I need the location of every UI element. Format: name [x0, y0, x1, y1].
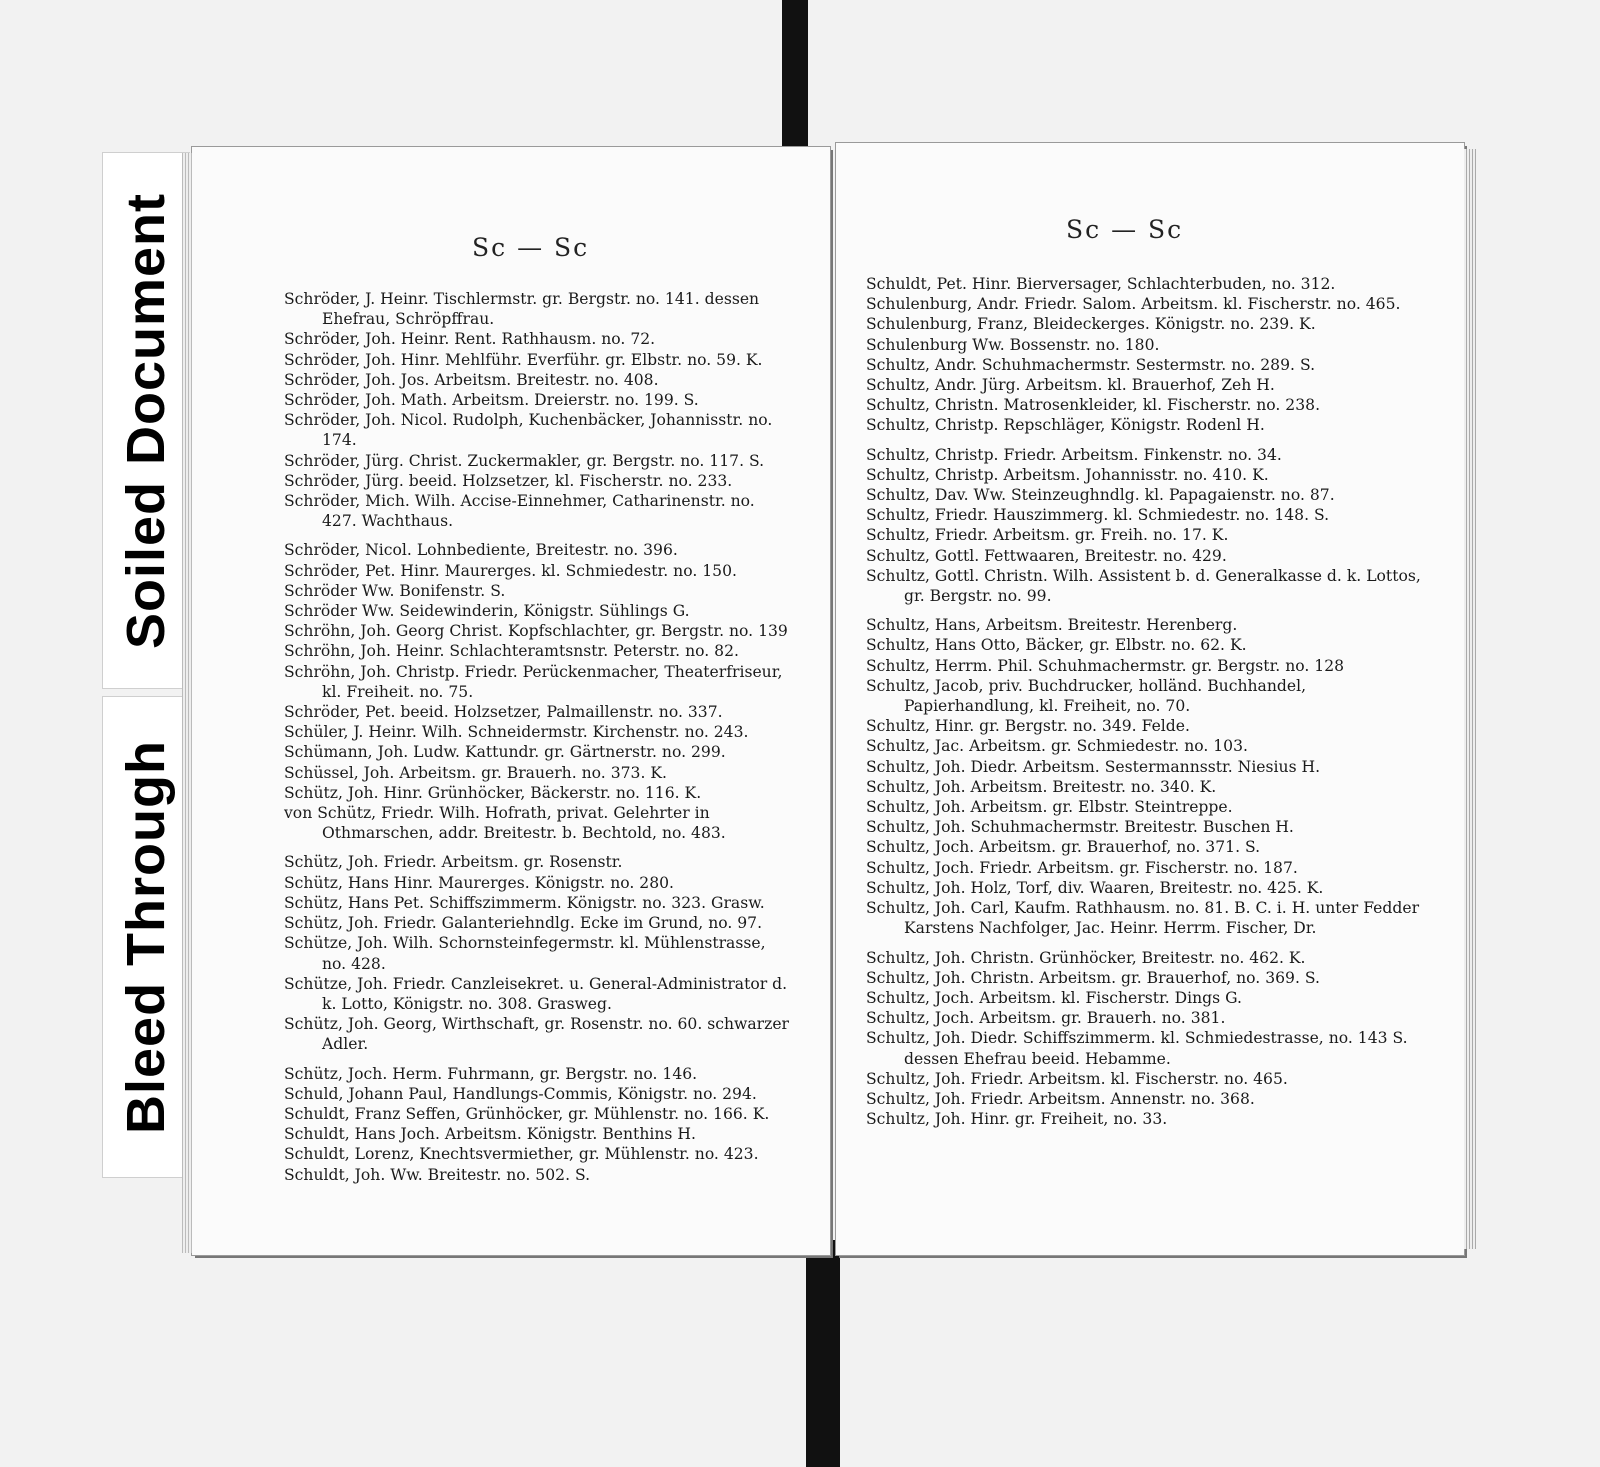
directory-entry: Schuldt, Franz Seffen, Grünhöcker, gr. Mühlenstr. no. 166. K.: [284, 1104, 770, 1123]
directory-entry: Schuldt, Hans Joch. Arbeitsm. Königstr. Benthins H.: [284, 1125, 696, 1144]
directory-entry: Schultz, Joh. Friedr. Arbeitsm. Annenstr. no. 368.: [866, 1089, 1255, 1108]
directory-entry: Schultz, Joh. Christn. Grünhöcker, Breitestr. no. 462. K.: [866, 948, 1306, 967]
directory-entry: Schultz, Friedr. Hauszimmerg. kl. Schmiedestr. no. 148. S.: [866, 506, 1330, 525]
directory-entry: Schultz, Joh. Arbeitsm. gr. Elbstr. Steintreppe.: [866, 798, 1233, 817]
directory-entry: Schröder Ww. Seidewinderin, Königstr. Sühlings G.: [284, 602, 690, 621]
directory-entry: Schütze, Joh. Friedr. Canzleisekret. u. General-Administrator d. k. Lotto, Königstr. no. 308. Grasweg.: [284, 974, 788, 1013]
spine-shadow-bottom: [806, 1240, 840, 1467]
directory-entry: Schröhn, Joh. Georg Christ. Kopfschlachter, gr. Bergstr. no. 139: [284, 622, 788, 641]
directory-entry: Schröder, Joh. Nicol. Rudolph, Kuchenbäcker, Johannisstr. no. 174.: [284, 411, 773, 450]
directory-entry: Schröder, Mich. Wilh. Accise-Einnehmer, Catharinenstr. no. 427. Wachthaus.: [284, 492, 755, 531]
directory-entry: Schümann, Joh. Ludw. Kattundr. gr. Gärtnerstr. no. 299.: [284, 743, 726, 762]
directory-entry: Schuld, Johann Paul, Handlungs-Commis, Königstr. no. 294.: [284, 1084, 757, 1103]
directory-entry: Schultz, Hans Otto, Bäcker, gr. Elbstr. no. 62. K.: [866, 636, 1247, 655]
directory-entry: Schröhn, Joh. Christp. Friedr. Perückenmacher, Theaterfriseur, kl. Freiheit. no. 75.: [284, 662, 783, 701]
bleed-through-label: [102, 696, 190, 1178]
left-page-edge: [182, 153, 192, 1253]
left-page: [192, 147, 830, 1255]
directory-entry: Schütze, Joh. Wilh. Schornsteinfegermstr. kl. Mühlenstrasse, no. 428.: [284, 934, 766, 973]
directory-entry: Schultz, Jac. Arbeitsm. gr. Schmiedestr. no. 103.: [866, 737, 1248, 756]
directory-entry: Schüssel, Joh. Arbeitsm. gr. Brauerh. no. 373. K.: [284, 763, 667, 782]
directory-entry: Schultz, Joh. Diedr. Schiffszimmerm. kl. Schmiedestrasse, no. 143 S. dessen Ehefrau beeid. Hebamme.: [866, 1029, 1408, 1068]
directory-entry: Schütz, Joh. Hinr. Grünhöcker, Bäckerstr. no. 116. K.: [284, 783, 702, 802]
directory-entry: Schultz, Christp. Friedr. Arbeitsm. Finkenstr. no. 34.: [866, 445, 1282, 464]
directory-entry: Schultz, Hans, Arbeitsm. Breitestr. Herenberg.: [866, 616, 1238, 635]
directory-entry: Schultz, Joh. Friedr. Arbeitsm. kl. Fischerstr. no. 465.: [866, 1069, 1288, 1088]
directory-entry: Schultz, Joh. Hinr. gr. Freiheit, no. 33.: [866, 1110, 1168, 1129]
directory-entry: Schultz, Christn. Matrosenkleider, kl. Fischerstr. no. 238.: [866, 396, 1321, 415]
directory-entry: Schultz, Andr. Schuhmachermstr. Sestermstr. no. 289. S.: [866, 355, 1316, 374]
directory-entry: Schultz, Joh. Schuhmachermstr. Breitestr. Buschen H.: [866, 818, 1294, 837]
directory-entry: Schütz, Hans Hinr. Maurerges. Königstr. no. 280.: [284, 873, 674, 892]
soiled-document-label: [102, 152, 190, 689]
directory-entry: Schütz, Joh. Georg, Wirthschaft, gr. Rosenstr. no. 60. schwarzer Adler.: [284, 1015, 790, 1054]
directory-entry: Schultz, Joh. Arbeitsm. Breitestr. no. 340. K.: [866, 777, 1217, 796]
left-page-entries: [284, 289, 792, 1185]
directory-entry: von Schütz, Friedr. Wilh. Hofrath, privat. Gelehrter in Othmarschen, addr. Breitestr. b. Bechtold, no. 483.: [284, 804, 726, 843]
directory-entry: Schüler, J. Heinr. Wilh. Schneidermstr. Kirchenstr. no. 243.: [284, 723, 749, 742]
directory-entry: Schultz, Joch. Friedr. Arbeitsm. gr. Fischerstr. no. 187.: [866, 858, 1298, 877]
directory-entry: Schultz, Friedr. Arbeitsm. gr. Freih. no. 17. K.: [866, 526, 1229, 545]
directory-entry: Schulenburg Ww. Bossenstr. no. 180.: [866, 335, 1160, 354]
right-page-header: Sc — Sc: [1066, 215, 1184, 244]
directory-entry: Schütz, Joh. Friedr. Galanteriehndlg. Ecke im Grund, no. 97.: [284, 914, 763, 933]
directory-entry: Schultz, Hinr. gr. Bergstr. no. 349. Felde.: [866, 717, 1190, 736]
directory-entry: Schröder, Nicol. Lohnbediente, Breitestr. no. 396.: [284, 541, 678, 560]
directory-entry: Schultz, Christp. Arbeitsm. Johannisstr. no. 410. K.: [866, 465, 1269, 484]
directory-entry: Schuldt, Pet. Hinr. Bierversager, Schlachterbuden, no. 312.: [866, 275, 1336, 293]
directory-entry: Schröder, Pet. Hinr. Maurerges. kl. Schmiedestr. no. 150.: [284, 561, 737, 580]
left-page-header: Sc — Sc: [472, 233, 590, 262]
directory-entry: Schröder, Jürg. Christ. Zuckermakler, gr. Bergstr. no. 117. S.: [284, 451, 765, 470]
directory-entry: Schuldt, Joh. Ww. Breitestr. no. 502. S.: [284, 1165, 591, 1184]
directory-entry: Schröder, Joh. Hinr. Mehlführ. Everführ. gr. Elbstr. no. 59. K.: [284, 350, 763, 369]
directory-entry: Schröder, Joh. Jos. Arbeitsm. Breitestr. no. 408.: [284, 370, 659, 389]
right-page: [836, 143, 1464, 1255]
directory-entry: Schröhn, Joh. Heinr. Schlachteramtsnstr. Peterstr. no. 82.: [284, 642, 739, 661]
directory-entry: Schultz, Dav. Ww. Steinzeughndlg. kl. Papagaienstr. no. 87.: [866, 486, 1335, 505]
directory-entry: Schütz, Joh. Friedr. Arbeitsm. gr. Rosenstr.: [284, 853, 623, 872]
directory-entry: Schultz, Joh. Diedr. Arbeitsm. Sestermannsstr. Niesius H.: [866, 757, 1321, 776]
directory-entry: Schröder, J. Heinr. Tischlermstr. gr. Bergstr. no. 141. dessen Ehefrau, Schröpffrau.: [284, 290, 760, 329]
right-page-entries: [866, 274, 1426, 1129]
directory-entry: Schultz, Joch. Arbeitsm. kl. Fischerstr. Dings G.: [866, 988, 1242, 1007]
directory-entry: Schultz, Gottl. Christn. Wilh. Assistent b. d. Generalkasse d. k. Lottos, gr. Bergstr. no. 99.: [866, 566, 1421, 606]
directory-entry: Schütz, Hans Pet. Schiffszimmerm. Königstr. no. 323. Grasw.: [284, 893, 765, 912]
directory-entry: Schultz, Herrm. Phil. Schuhmachermstr. gr. Bergstr. no. 128: [866, 656, 1345, 675]
directory-entry: Schultz, Joh. Carl, Kaufm. Rathhausm. no. 81. B. C. i. H. unter Fedder Karstens Nachfolger, Jac. Heinr. Herrm. Fischer, Dr.: [866, 899, 1420, 938]
directory-entry: Schröder, Jürg. beeid. Holzsetzer, kl. Fischerstr. no. 233.: [284, 471, 733, 490]
directory-entry: Schultz, Christp. Repschläger, Königstr. Rodenl H.: [866, 416, 1265, 435]
directory-entry: Schröder Ww. Bonifenstr. S.: [284, 581, 506, 600]
directory-entry: Schröder, Pet. beeid. Holzsetzer, Palmaillenstr. no. 337.: [284, 703, 723, 722]
directory-entry: Schultz, Jacob, priv. Buchdrucker, holländ. Buchhandel, Papierhandlung, kl. Freiheit, no. 70.: [866, 676, 1307, 716]
soiled-document-text: Soiled Document: [116, 192, 177, 649]
directory-entry: Schuldt, Lorenz, Knechtsvermiether, gr. Mühlenstr. no. 423.: [284, 1145, 759, 1164]
directory-entry: Schultz, Gottl. Fettwaaren, Breitestr. no. 429.: [866, 546, 1227, 565]
directory-entry: Schütz, Joch. Herm. Fuhrmann, gr. Bergstr. no. 146.: [284, 1064, 698, 1083]
spine-shadow-top: [782, 0, 808, 150]
directory-entry: Schultz, Joch. Arbeitsm. gr. Brauerhof, no. 371. S.: [866, 838, 1261, 857]
directory-entry: Schultz, Andr. Jürg. Arbeitsm. kl. Brauerhof, Zeh H.: [866, 376, 1275, 395]
directory-entry: Schultz, Joh. Christn. Arbeitsm. gr. Brauerhof, no. 369. S.: [866, 968, 1320, 987]
directory-entry: Schulenburg, Franz, Bleideckerges. Königstr. no. 239. K.: [866, 315, 1316, 334]
directory-entry: Schröder, Joh. Math. Arbeitsm. Dreierstr. no. 199. S.: [284, 391, 699, 410]
directory-entry: Schultz, Joch. Arbeitsm. gr. Brauerh. no. 381.: [866, 1009, 1226, 1028]
right-page-edge: [1464, 149, 1476, 1249]
directory-entry: Schultz, Joh. Holz, Torf, div. Waaren, Breitestr. no. 425. K.: [866, 878, 1324, 897]
bleed-through-text: Bleed Through: [116, 740, 177, 1134]
directory-entry: Schröder, Joh. Heinr. Rent. Rathhausm. no. 72.: [284, 330, 656, 349]
directory-entry: Schulenburg, Andr. Friedr. Salom. Arbeitsm. kl. Fischerstr. no. 465.: [866, 295, 1401, 314]
